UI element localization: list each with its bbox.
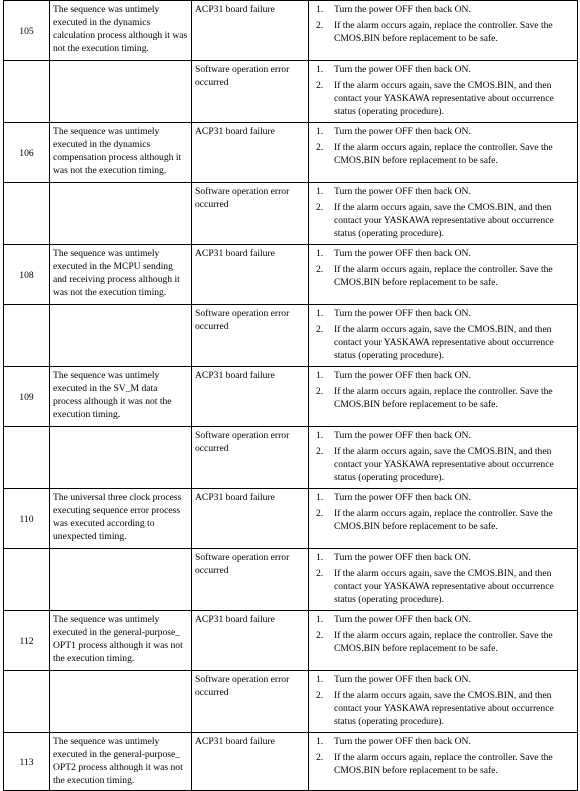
remedy-step xyxy=(312,751,574,777)
empty-cell xyxy=(4,427,50,489)
alarm-description: The sequence was untimely executed in the MCPU sending and receiving process although it was not the execution timing. xyxy=(50,245,192,305)
remedy-step xyxy=(312,3,574,16)
step-number: 1. xyxy=(316,64,324,75)
alarm-cause: ACP31 board failure xyxy=(192,489,309,549)
step-number: 2. xyxy=(316,20,324,31)
remedy-step xyxy=(312,445,574,484)
remedy-step xyxy=(312,491,574,504)
step-number: 1. xyxy=(316,248,324,259)
alarm-table-body xyxy=(4,1,578,791)
step-text: Turn the power OFF then back ON. xyxy=(334,736,471,747)
remedy-step xyxy=(312,323,574,362)
step-number: 2. xyxy=(316,386,324,397)
alarm-cause: ACP31 board failure xyxy=(192,245,309,305)
step-text: If the alarm occurs again, save the CMOS.BIN, and then contact your YASKAWA representative about occurrence status (operating procedure). xyxy=(334,324,554,361)
alarm-remedy xyxy=(309,611,578,671)
step-text: Turn the power OFF then back ON. xyxy=(334,430,471,441)
alarm-cause: ACP31 board failure xyxy=(192,123,309,183)
table-row xyxy=(4,489,578,549)
remedy-step xyxy=(312,429,574,442)
step-number: 1. xyxy=(316,430,324,441)
remedy-step xyxy=(312,247,574,260)
remedy-step xyxy=(312,185,574,198)
alarm-description: The sequence was untimely executed in the dynamics compensation process although it was not the execution timing. xyxy=(50,123,192,183)
step-text: If the alarm occurs again, save the CMOS.BIN, and then contact your YASKAWA representative about occurrence status (operating procedure). xyxy=(334,568,554,605)
remedy-step xyxy=(312,63,574,76)
empty-cell xyxy=(4,183,50,245)
empty-cell xyxy=(50,183,192,245)
step-number: 2. xyxy=(316,568,324,579)
remedy-step xyxy=(312,673,574,686)
step-number: 2. xyxy=(316,264,324,275)
remedy-step xyxy=(312,307,574,320)
step-text: Turn the power OFF then back ON. xyxy=(334,186,471,197)
alarm-description: The sequence was untimely executed in the SV_M data process although it was not the execution timing. xyxy=(50,367,192,427)
alarm-cause: Software operation error occurred xyxy=(192,61,309,123)
remedy-step xyxy=(312,79,574,118)
remedy-step xyxy=(312,263,574,289)
step-text: If the alarm occurs again, replace the controller. Save the CMOS.BIN before replacement to be safe. xyxy=(334,20,553,44)
step-number: 2. xyxy=(316,202,324,213)
step-text: If the alarm occurs again, save the CMOS.BIN, and then contact your YASKAWA representative about occurrence status (operating procedure). xyxy=(334,690,554,727)
alarm-remedy xyxy=(309,367,578,427)
step-text: Turn the power OFF then back ON. xyxy=(334,552,471,563)
remedy-step xyxy=(312,613,574,626)
step-text: If the alarm occurs again, save the CMOS.BIN, and then contact your YASKAWA representative about occurrence status (operating procedure). xyxy=(334,446,554,483)
empty-cell xyxy=(4,671,50,733)
remedy-step xyxy=(312,369,574,382)
step-text: If the alarm occurs again, replace the controller. Save the CMOS.BIN before replacement to be safe. xyxy=(334,264,553,288)
step-number: 1. xyxy=(316,492,324,503)
table-row xyxy=(4,427,578,489)
table-row xyxy=(4,183,578,245)
table-row xyxy=(4,549,578,611)
step-text: Turn the power OFF then back ON. xyxy=(334,492,471,503)
step-number: 2. xyxy=(316,752,324,763)
alarm-number: 109 xyxy=(4,367,50,427)
alarm-number: 112 xyxy=(4,611,50,671)
empty-cell xyxy=(50,671,192,733)
remedy-step xyxy=(312,19,574,45)
remedy-step xyxy=(312,201,574,240)
remedy-step xyxy=(312,141,574,167)
remedy-step xyxy=(312,125,574,138)
step-number: 1. xyxy=(316,614,324,625)
remedy-step xyxy=(312,689,574,728)
step-text: If the alarm occurs again, replace the controller. Save the CMOS.BIN before replacement to be safe. xyxy=(334,630,553,654)
empty-cell xyxy=(50,427,192,489)
step-text: If the alarm occurs again, save the CMOS.BIN, and then contact your YASKAWA representative about occurrence status (operating procedure). xyxy=(334,202,554,239)
step-number: 2. xyxy=(316,508,324,519)
empty-cell xyxy=(50,549,192,611)
table-row xyxy=(4,367,578,427)
step-number: 1. xyxy=(316,126,324,137)
alarm-remedy xyxy=(309,549,578,611)
step-text: Turn the power OFF then back ON. xyxy=(334,4,471,15)
step-text: If the alarm occurs again, save the CMOS.BIN, and then contact your YASKAWA representative about occurrence status (operating procedure). xyxy=(334,80,554,117)
remedy-step xyxy=(312,551,574,564)
remedy-step xyxy=(312,735,574,748)
table-row xyxy=(4,305,578,367)
alarm-remedy xyxy=(309,123,578,183)
step-number: 1. xyxy=(316,370,324,381)
alarm-remedy xyxy=(309,1,578,61)
remedy-step xyxy=(312,385,574,411)
alarm-cause: ACP31 board failure xyxy=(192,611,309,671)
step-text: Turn the power OFF then back ON. xyxy=(334,64,471,75)
step-number: 2. xyxy=(316,446,324,457)
step-number: 1. xyxy=(316,4,324,15)
step-text: Turn the power OFF then back ON. xyxy=(334,674,471,685)
alarm-remedy xyxy=(309,427,578,489)
table-row xyxy=(4,611,578,671)
empty-cell xyxy=(4,61,50,123)
step-number: 2. xyxy=(316,80,324,91)
alarm-description: The universal three clock process executing sequence error process was executed according to unexpected timing. xyxy=(50,489,192,549)
step-number: 1. xyxy=(316,308,324,319)
empty-cell xyxy=(50,305,192,367)
alarm-remedy xyxy=(309,671,578,733)
step-text: If the alarm occurs again, replace the controller. Save the CMOS.BIN before replacement to be safe. xyxy=(334,386,553,410)
empty-cell xyxy=(4,549,50,611)
step-text: Turn the power OFF then back ON. xyxy=(334,308,471,319)
alarm-cause: Software operation error occurred xyxy=(192,305,309,367)
step-text: If the alarm occurs again, replace the controller. Save the CMOS.BIN before replacement to be safe. xyxy=(334,508,553,532)
alarm-remedy xyxy=(309,245,578,305)
remedy-step xyxy=(312,567,574,606)
alarm-cause: Software operation error occurred xyxy=(192,549,309,611)
step-text: Turn the power OFF then back ON. xyxy=(334,126,471,137)
step-number: 2. xyxy=(316,630,324,641)
alarm-cause: ACP31 board failure xyxy=(192,733,309,791)
alarm-description: The sequence was untimely executed in the general-purpose_ OPT1 process although it was not the execution timing. xyxy=(50,611,192,671)
alarm-remedy xyxy=(309,61,578,123)
alarm-cause: Software operation error occurred xyxy=(192,427,309,489)
step-number: 1. xyxy=(316,674,324,685)
step-number: 2. xyxy=(316,324,324,335)
remedy-step xyxy=(312,629,574,655)
empty-cell xyxy=(4,305,50,367)
alarm-number: 113 xyxy=(4,733,50,791)
step-number: 1. xyxy=(316,552,324,563)
alarm-cause: Software operation error occurred xyxy=(192,671,309,733)
remedy-step xyxy=(312,507,574,533)
alarm-cause: ACP31 board failure xyxy=(192,367,309,427)
empty-cell xyxy=(50,61,192,123)
step-number: 1. xyxy=(316,736,324,747)
step-text: Turn the power OFF then back ON. xyxy=(334,614,471,625)
step-text: Turn the power OFF then back ON. xyxy=(334,370,471,381)
step-text: If the alarm occurs again, replace the controller. Save the CMOS.BIN before replacement to be safe. xyxy=(334,142,553,166)
alarm-cause: ACP31 board failure xyxy=(192,1,309,61)
alarm-number: 105 xyxy=(4,1,50,61)
step-text: Turn the power OFF then back ON. xyxy=(334,248,471,259)
step-text: If the alarm occurs again, replace the controller. Save the CMOS.BIN before replacement to be safe. xyxy=(334,752,553,776)
alarm-description: The sequence was untimely executed in the general-purpose_ OPT2 process although it was not the execution timing. xyxy=(50,733,192,791)
alarm-remedy xyxy=(309,489,578,549)
alarm-number: 108 xyxy=(4,245,50,305)
step-number: 2. xyxy=(316,142,324,153)
table-row xyxy=(4,245,578,305)
alarm-remedy xyxy=(309,305,578,367)
alarm-number: 110 xyxy=(4,489,50,549)
table-row xyxy=(4,123,578,183)
alarm-number: 106 xyxy=(4,123,50,183)
alarm-remedy xyxy=(309,183,578,245)
alarm-cause: Software operation error occurred xyxy=(192,183,309,245)
table-row xyxy=(4,61,578,123)
step-number: 2. xyxy=(316,690,324,701)
table-row xyxy=(4,671,578,733)
step-number: 1. xyxy=(316,186,324,197)
table-row xyxy=(4,1,578,61)
alarm-table xyxy=(3,0,578,791)
alarm-description: The sequence was untimely executed in the dynamics calculation process although it was not the execution timing. xyxy=(50,1,192,61)
